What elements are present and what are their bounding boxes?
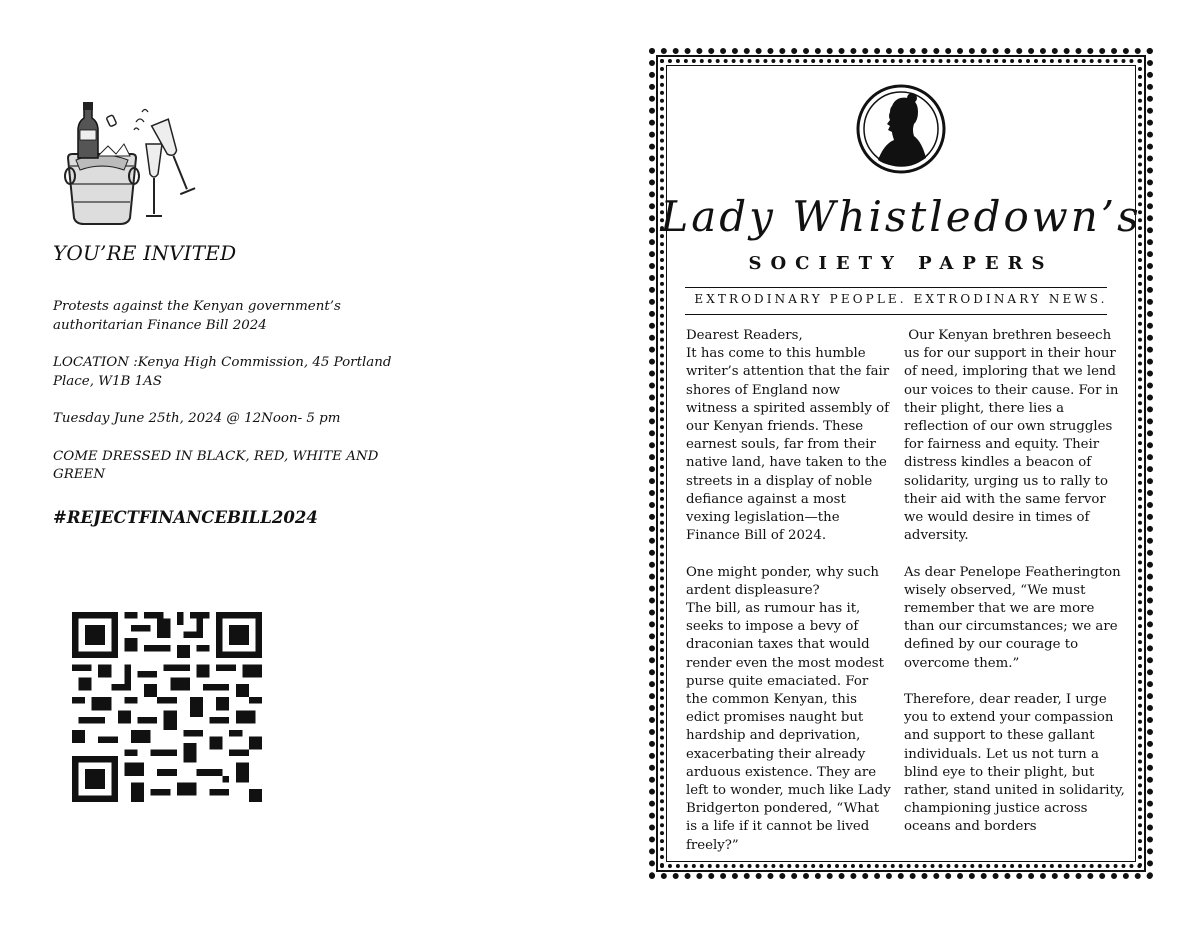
tagline: EXTRODINARY PEOPLE. EXTRODINARY NEWS.: [694, 292, 1108, 306]
article-column-right: Our Kenyan brethren beseech us for our support in their hour of need, imploring that we lend our voices to their cause. For in their plight, there lies a reflection of our own struggles for fairness and equity. Their distress kindles a beacon of solidarity, urging us to rally to their aid with the same fervor we would desire in times of adversity. As dear Penelope Featherington wisely observed, “We must remember that we are more than our circumstances; we are defined by our courage to overcome them.” Therefore, dear reader, I urge you to extend your compassion and support to these gallant individuals. Let us not turn a blind eye to their plight, but rather, stand united in solidarity, championing justice across oceans and borders: [904, 328, 1125, 835]
invitation-details: [53, 298, 393, 504]
qr-code-icon[interactable]: [72, 612, 262, 802]
divider-top: [685, 287, 1107, 288]
champagne-bucket-and-glasses-icon: [62, 100, 202, 228]
date-time-text: Tuesday June 25th, 2024 @ 12Noon- 5 pm: [53, 411, 341, 426]
protest-description: Protests against the Kenyan government’s authoritarian Finance Bill 2024: [53, 299, 341, 333]
invitation-heading: YOU’RE INVITED: [53, 241, 237, 265]
masthead-title: Lady Whistledown’s: [660, 192, 1142, 241]
masthead-subtitle: SOCIETY PAPERS: [748, 253, 1054, 274]
dress-code-text: COME DRESSED IN BLACK, RED, WHITE AND GREEN: [53, 448, 379, 482]
article-column-left: Dearest Readers, It has come to this humble writer’s attention that the fair shores of England now witness a spirited assembly of our Kenyan friends. These earnest souls, far from their native land, have taken to the streets in a display of noble defiance against a most vexing legislation—the Finance Bill of 2024. One might ponder, why such ardent displeasure? The bill, as rumour has it, seeks to impose a bevy of draconian taxes that would render even the most modest purse quite emaciated. For the common Kenyan, this edict promises naught but hardship and deprivation, exacerbating their already arduous existence. They are left to wonder, much like Lady Bridgerton pondered, “What is a life if it cannot be lived freely?”: [686, 328, 891, 853]
divider-bottom: [685, 314, 1107, 315]
lady-silhouette-cameo-icon: [856, 84, 946, 174]
hashtag: #REJECTFINANCEBILL2024: [53, 508, 318, 527]
location-text: LOCATION :Kenya High Commission, 45 Portland Place, W1B 1AS: [53, 355, 392, 389]
